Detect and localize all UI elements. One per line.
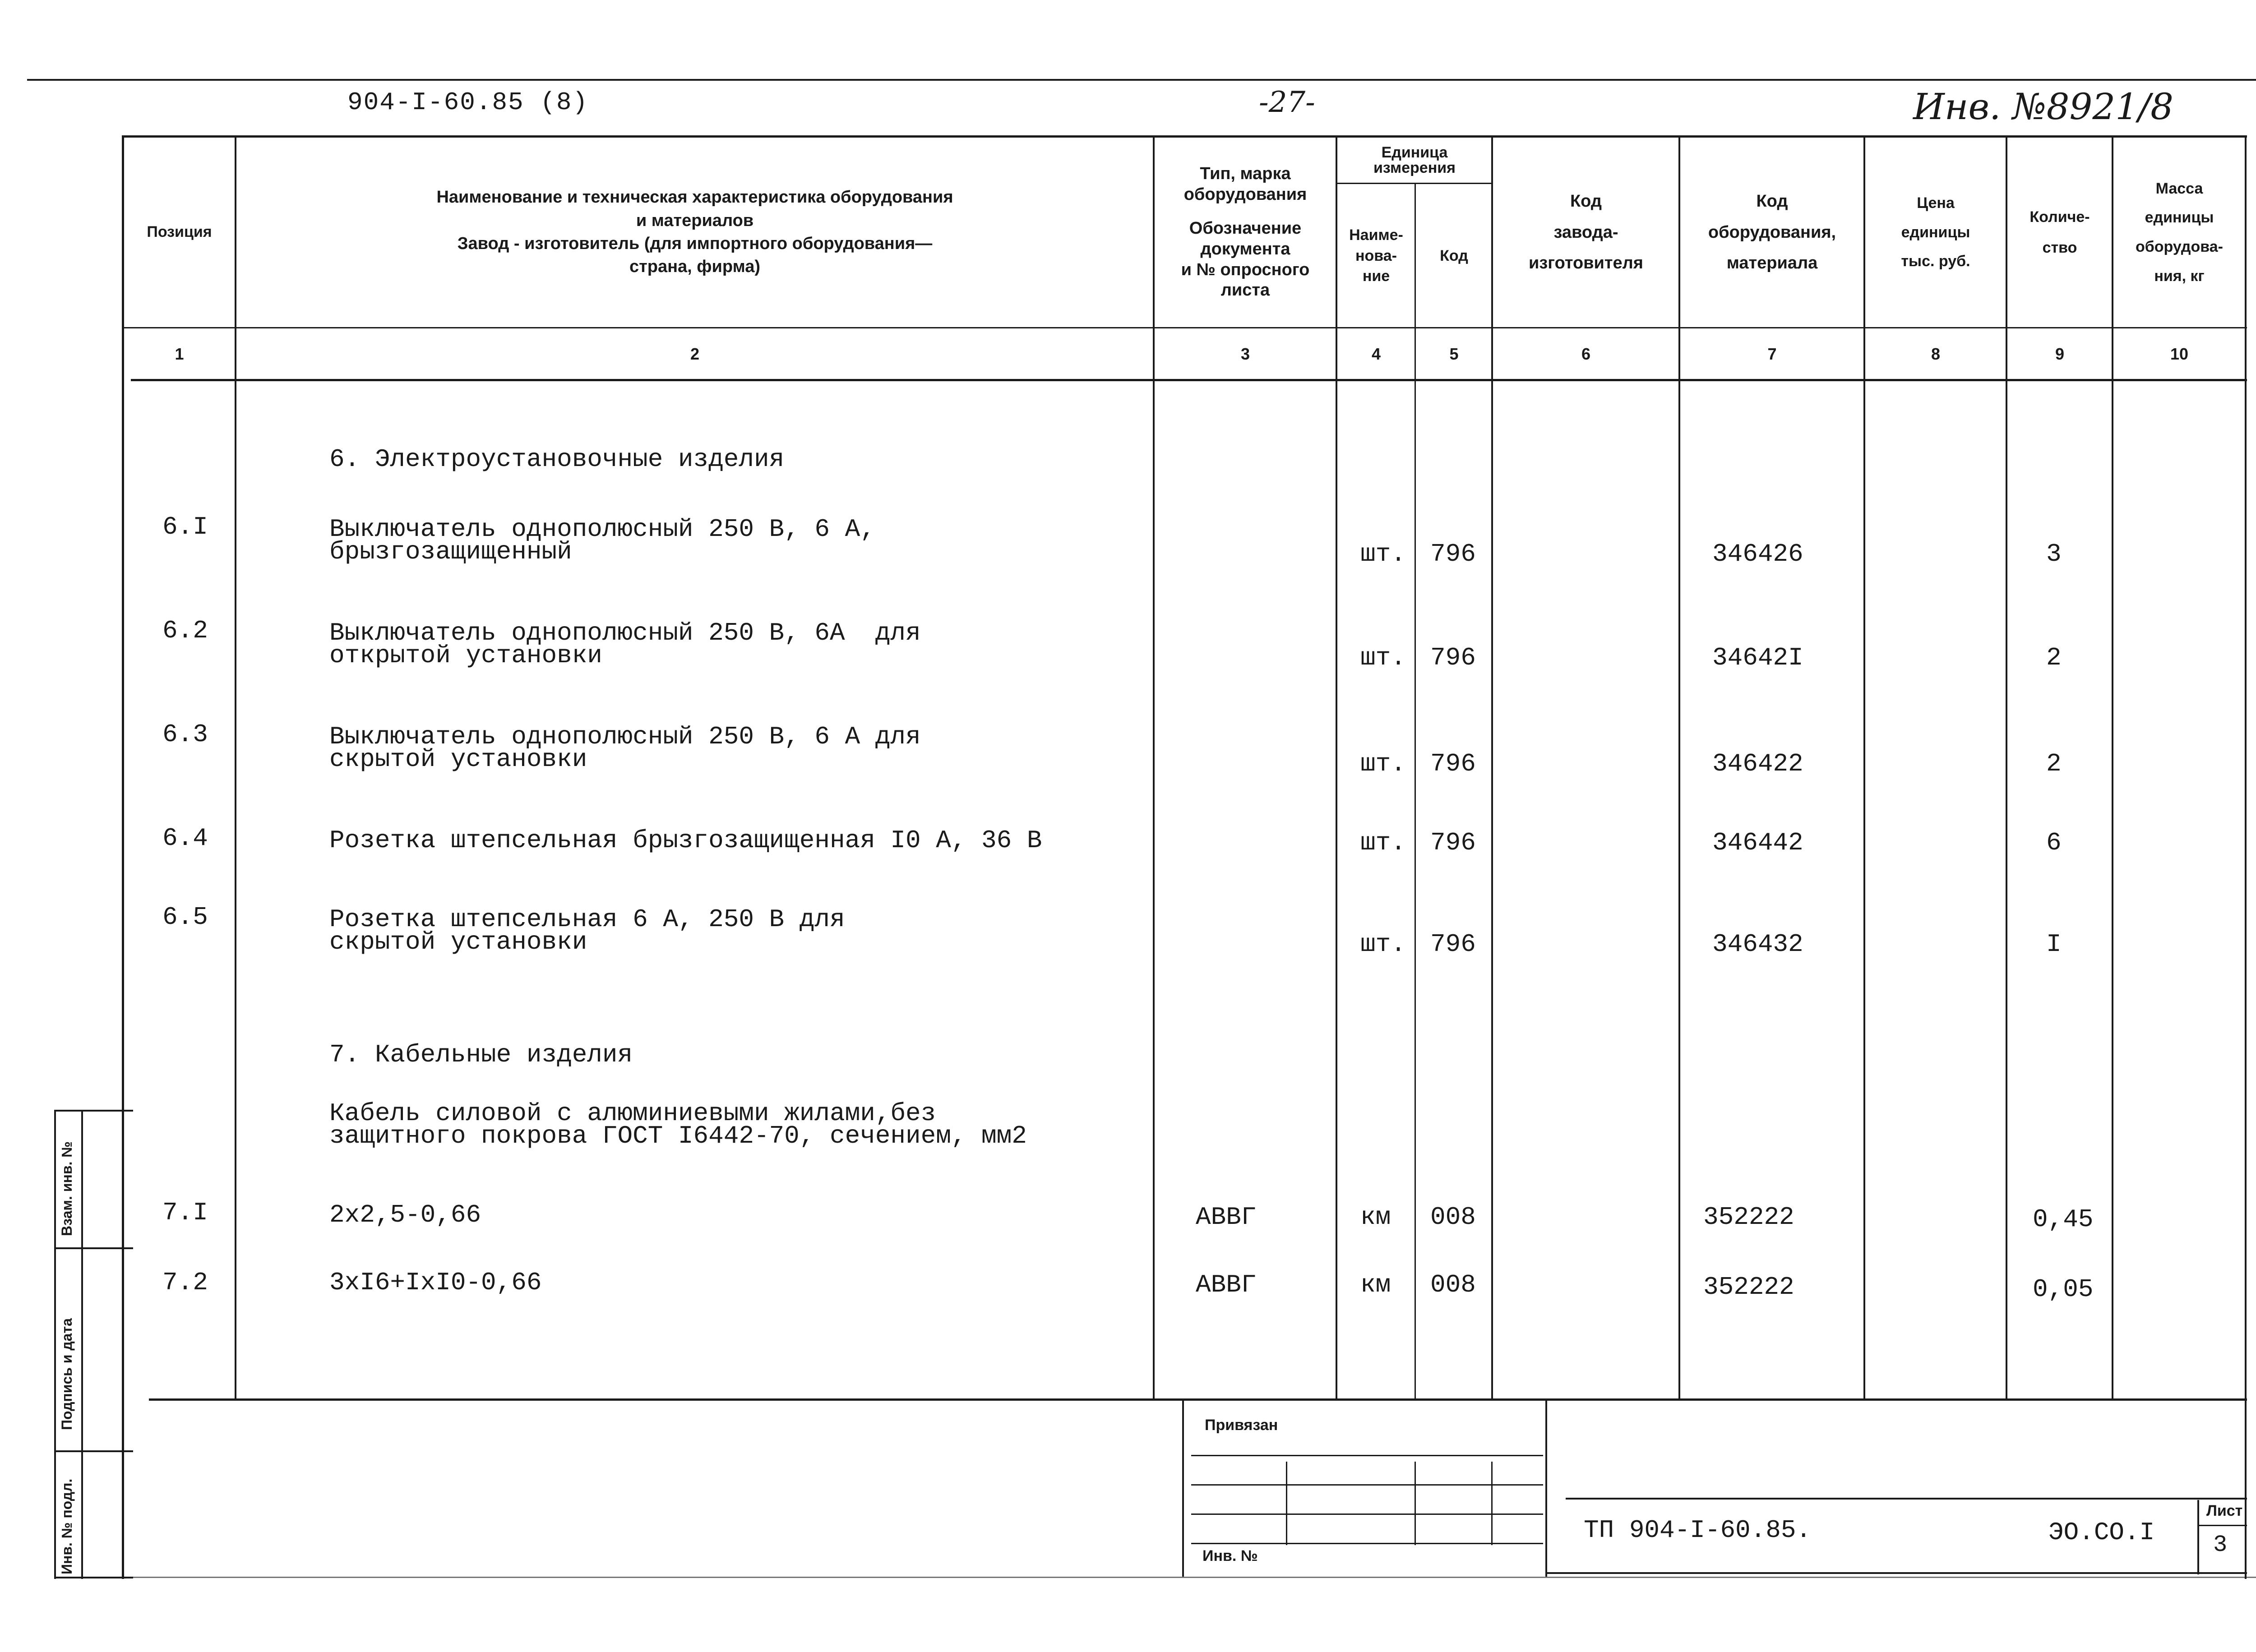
col-divider-1 xyxy=(235,135,236,1398)
col-header-unit-group xyxy=(1338,138,1491,183)
col-header-type-line: Тип, марка xyxy=(1200,164,1291,184)
col-header-material-line: материала xyxy=(1726,254,1818,273)
row-unit-code: 796 xyxy=(1430,540,1476,568)
row-unit: км xyxy=(1360,1203,1391,1232)
col-header-name-line: и материалов xyxy=(636,211,754,230)
colnum-7: 7 xyxy=(1767,345,1777,363)
sheet-cell-line xyxy=(2197,1525,2247,1526)
row-name: 3хI6+IхI0-0,66 xyxy=(329,1268,542,1297)
stamp-vline xyxy=(1491,1462,1493,1545)
colnum-6: 6 xyxy=(1581,345,1591,363)
row-qty: 0,45 xyxy=(2033,1205,2094,1234)
row-unit: шт. xyxy=(1360,930,1406,959)
stamp-right-border xyxy=(1545,1401,1547,1577)
colnum-3: 3 xyxy=(1240,345,1250,363)
row-position: 7.2 xyxy=(162,1268,208,1297)
col-header-material-line: Код xyxy=(1756,192,1788,211)
inventory-number: Инв. №8921/8 xyxy=(1913,86,2174,128)
row-type: АВВГ xyxy=(1196,1270,1257,1299)
row-unit-code: 008 xyxy=(1430,1270,1476,1299)
stamp-vline xyxy=(1415,1462,1416,1545)
col-header-price-line: единицы xyxy=(1901,223,1970,241)
row-code: 352222 xyxy=(1703,1203,1794,1232)
col-header-qty-line: ство xyxy=(2042,239,2077,256)
col-header-name-line: Наименование и техническая характеристика оборудования xyxy=(436,188,953,207)
col-header-material-line: оборудования, xyxy=(1708,222,1836,242)
col-header-mass xyxy=(2114,138,2245,327)
stamp-inv-label: Инв. № xyxy=(1202,1547,1258,1564)
col-divider-3 xyxy=(1336,135,1337,1398)
row-type: АВВГ xyxy=(1196,1203,1257,1232)
stamp-line xyxy=(1191,1484,1543,1486)
sheet-cell-border xyxy=(2197,1500,2199,1574)
row-name: открытой установки xyxy=(329,641,602,670)
row-name: Выключатель однополюсный 250 В, 6 А для xyxy=(329,722,921,751)
row-name: защитного покрова ГОСТ I6442-70, сечением, мм2 xyxy=(329,1121,1027,1150)
col-header-factory-line: Код xyxy=(1570,192,1602,211)
row-position: 6.I xyxy=(162,512,208,541)
row-unit-code: 796 xyxy=(1430,828,1476,857)
section-title: 7. Кабельные изделия xyxy=(329,1040,633,1069)
col-header-material-code xyxy=(1681,138,1863,327)
stamp-line xyxy=(1191,1514,1543,1515)
row-unit-code: 008 xyxy=(1430,1203,1476,1232)
document-code: 904-I-60.85 (8) xyxy=(347,88,589,117)
stamp-line xyxy=(1191,1543,1543,1544)
section-title: 6. Электроустановочные изделия xyxy=(329,445,785,474)
row-code: 346442 xyxy=(1712,828,1803,857)
title-block-line xyxy=(1566,1498,2247,1500)
col-header-qty-line: Количе- xyxy=(2029,208,2090,226)
colnum-separator xyxy=(131,379,2247,381)
row-qty: 2 xyxy=(2046,749,2062,778)
row-position: 6.2 xyxy=(162,616,208,645)
row-name: брызгозащищенный xyxy=(329,537,572,566)
col-header-type-line: оборудования xyxy=(1183,185,1307,204)
row-position: 6.4 xyxy=(162,824,208,853)
col-header-price-line: Цена xyxy=(1917,194,1955,212)
sheet-bottom-edge xyxy=(54,1577,2256,1578)
table-bottom-line xyxy=(149,1398,2247,1401)
col-header-type-line: и № опросного xyxy=(1181,260,1310,279)
side-strip-left xyxy=(54,1110,56,1579)
row-unit-code: 796 xyxy=(1430,930,1476,959)
col-divider-6 xyxy=(1678,135,1680,1398)
col-header-type-line: Обозначение xyxy=(1189,219,1302,238)
colnum-9: 9 xyxy=(2055,345,2065,363)
row-unit: шт. xyxy=(1360,828,1406,857)
doc-mark: ЭО.СО.I xyxy=(2048,1518,2155,1547)
col-header-mass-line: Масса xyxy=(2155,180,2203,197)
row-name: Выключатель однополюсный 250 В, 6А для xyxy=(329,618,921,647)
side-strip-right xyxy=(81,1110,83,1579)
colnum-8: 8 xyxy=(1931,345,1941,363)
row-unit-code: 796 xyxy=(1430,749,1476,778)
row-code: 34642I xyxy=(1712,643,1803,672)
row-qty: 3 xyxy=(2046,540,2062,568)
row-qty: 6 xyxy=(2046,828,2062,857)
col-header-quantity xyxy=(2008,138,2112,327)
col-header-type-line: документа xyxy=(1200,240,1290,258)
side-label-signature-date: Подпись и дата xyxy=(59,1318,75,1430)
col-divider-5 xyxy=(1491,135,1493,1398)
row-qty: 0,05 xyxy=(2033,1275,2094,1304)
sheet-top-edge xyxy=(27,79,2256,81)
col-header-factory-code xyxy=(1493,138,1678,327)
unit-group-line xyxy=(1336,183,1491,184)
col-header-factory-line: изготовителя xyxy=(1529,254,1643,273)
side-label-inv-podl: Инв. № подл. xyxy=(59,1478,75,1574)
colnum-4: 4 xyxy=(1371,345,1381,363)
col-header-unit-line: нова- xyxy=(1355,247,1397,264)
row-unit: км xyxy=(1360,1270,1391,1299)
col-header-position: Позиция xyxy=(147,223,212,241)
row-unit: шт. xyxy=(1360,643,1406,672)
col-divider-2 xyxy=(1153,135,1155,1398)
stamp-vline xyxy=(1286,1462,1287,1545)
row-unit: шт. xyxy=(1360,540,1406,568)
row-code: 352222 xyxy=(1703,1273,1794,1301)
row-code: 346426 xyxy=(1712,540,1803,568)
col-header-unit-name xyxy=(1338,185,1415,327)
row-code: 346422 xyxy=(1712,749,1803,778)
col-divider-4 xyxy=(1415,183,1416,1398)
col-header-factory-line: завода- xyxy=(1553,222,1618,242)
row-name: Кабель силовой с алюминиевыми жилами,без xyxy=(329,1099,936,1128)
row-position: 6.3 xyxy=(162,720,208,749)
sheet-label: Лист xyxy=(2206,1502,2243,1519)
side-strip-divider xyxy=(54,1247,133,1249)
header-separator xyxy=(122,327,2247,328)
col-header-unit-line: Наиме- xyxy=(1349,226,1403,244)
row-unit-code: 796 xyxy=(1430,643,1476,672)
stamp-left-border xyxy=(1182,1401,1184,1577)
col-header-unit-line: ние xyxy=(1362,268,1390,285)
page-number: -27- xyxy=(1259,86,1315,119)
col-divider-8 xyxy=(2006,135,2007,1398)
col-header-price-line: тыс. руб. xyxy=(1901,253,1970,270)
side-strip-top xyxy=(54,1110,133,1112)
col-header-type-line: листа xyxy=(1220,281,1270,300)
col-header-name-line: страна, фирма) xyxy=(629,257,760,277)
col-header-mass-line: ния, кг xyxy=(2154,267,2205,285)
col-header-mass-line: оборудова- xyxy=(2136,238,2223,255)
tp-code: ТП 904-I-60.85. xyxy=(1584,1516,1812,1545)
stamp-line xyxy=(1191,1455,1543,1456)
title-block-bottom xyxy=(1545,1572,2247,1574)
col-header-name-line: Завод - изготовитель (для импортного оборудования— xyxy=(457,234,933,253)
row-position: 6.5 xyxy=(162,903,208,932)
colnum-10: 10 xyxy=(2170,345,2189,363)
side-strip-divider xyxy=(54,1450,133,1452)
colnum-5: 5 xyxy=(1449,345,1459,363)
col-header-price xyxy=(1866,138,2006,327)
row-name: Выключатель однополюсный 250 В, 6 А, xyxy=(329,515,875,544)
unit-group-line-text: Единица xyxy=(1381,144,1448,161)
row-name: скрытой установки xyxy=(329,928,587,956)
col-header-type xyxy=(1155,138,1336,327)
unit-group-line-text: измерения xyxy=(1373,159,1456,176)
col-divider-7 xyxy=(1863,135,1865,1398)
table-right-border xyxy=(2245,135,2247,1579)
row-position: 7.I xyxy=(162,1198,208,1227)
row-name: 2х2,5-0,66 xyxy=(329,1200,481,1229)
row-unit: шт. xyxy=(1360,749,1406,778)
col-header-unit-code: Код xyxy=(1440,247,1468,264)
row-name: Розетка штепсельная брызгозащищенная I0 А, 36 В xyxy=(329,826,1042,855)
colnum-1: 1 xyxy=(175,345,184,363)
row-qty: 2 xyxy=(2046,643,2062,672)
row-name: скрытой установки xyxy=(329,745,587,774)
row-code: 346432 xyxy=(1712,930,1803,959)
sheet-number: 3 xyxy=(2213,1532,2228,1558)
col-header-name xyxy=(237,138,1153,327)
col-header-mass-line: единицы xyxy=(2145,209,2214,226)
row-name: Розетка штепсельная 6 А, 250 В для xyxy=(329,905,845,934)
colnum-2: 2 xyxy=(690,345,700,363)
side-label-vzam-inv: Взам. инв. № xyxy=(59,1141,75,1236)
row-qty: I xyxy=(2046,930,2062,959)
stamp-privyazan-label: Привязан xyxy=(1205,1417,1278,1434)
col-divider-9 xyxy=(2112,135,2113,1398)
